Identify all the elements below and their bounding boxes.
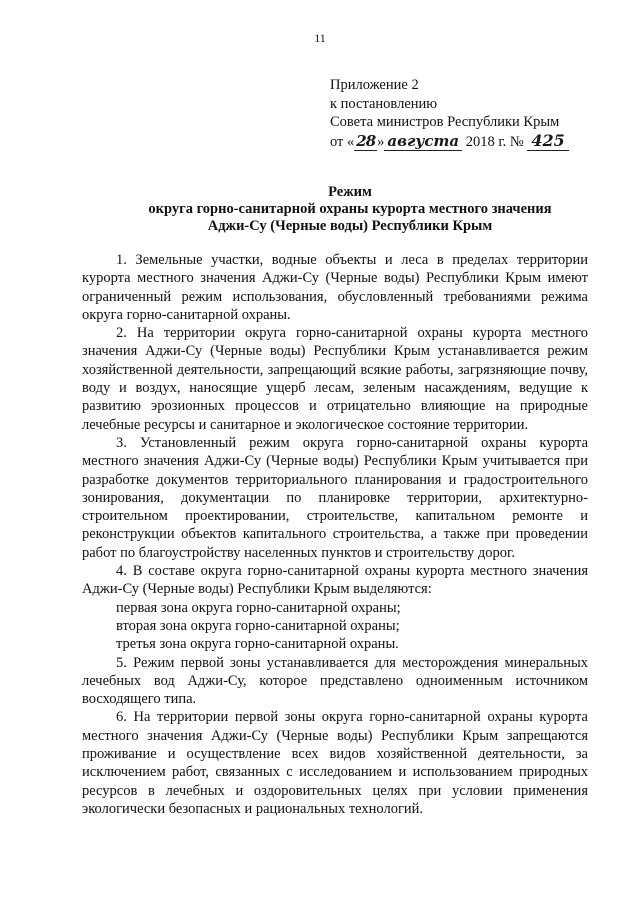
appendix-block — [330, 76, 569, 151]
zone-item-1: первая зона округа горно-санитарной охраны; — [116, 599, 401, 616]
document-body — [82, 251, 588, 818]
paragraph-4: 4. В составе округа горно-санитарной охраны курорта местного значения Аджи-Су (Черные воды) Республики Крым выделяются: — [82, 563, 588, 598]
document-title — [80, 184, 620, 235]
title-line-1: Режим — [328, 184, 372, 200]
appendix-title: Приложение 2 — [330, 77, 419, 93]
paragraph-5: 5. Режим первой зоны устанавливается для месторождения минеральных лечебных вод Аджи-Су, которое представлено одноименным источником восходящего типа. — [82, 654, 588, 708]
paragraph-6: 6. На территории первой зоны округа горно-санитарной охраны курорта местного значения Аджи-Су (Черные воды) Республики Крым запрещаются проживание и осуществление всех видов хозяйственной деятельности, за исключением работ, связанных с исследованием и использованием природных ресурсов в лечебных и оздоровительных целях при условии применения экологически безопасных и рациональных технологий. — [82, 709, 588, 817]
handwritten-month: августа — [384, 132, 462, 152]
title-line-2: округа горно-санитарной охраны курорта местного значения — [148, 201, 552, 217]
date-prefix: от « — [330, 133, 355, 150]
zone-item-2: вторая зона округа горно-санитарной охраны; — [116, 617, 400, 634]
handwritten-day: 28 — [356, 131, 376, 150]
paragraph-2: 2. На территории округа горно-санитарной охраны курорта местного значения Аджи-Су (Черные воды) Республики Крым устанавливается режим хозяйственной деятельности, запрещающий всякие работы, загрязняющие почву, воду и воздух, наносящие ущерб лесам, зеленым насаждениям, ведущие к развитию эрозионных процессов и отрицательно влияющие на природные лечебные ресурсы и санитарное и экологическое состояние территории. — [82, 325, 588, 433]
zone-item-3: третья зона округа горно-санитарной охраны. — [116, 636, 399, 653]
date-mid: » — [377, 133, 385, 150]
paragraph-1: 1. Земельные участки, водные объекты и леса в пределах территории курорта местного значения Аджи-Су (Черные воды) Республики Крым имеют ограниченный режим использования, обусловленный требованиями режима округа горно-санитарной охраны. — [82, 252, 588, 323]
appendix-reference: к постановлению — [330, 95, 438, 112]
appendix-date-line — [330, 132, 569, 152]
handwritten-number: 425 — [527, 132, 568, 152]
date-year: 2018 г. № — [465, 133, 524, 150]
appendix-issuer: Совета министров Республики Крым — [330, 114, 560, 130]
page-number: 11 — [314, 31, 326, 45]
title-line-3: Аджи-Су (Черные воды) Республики Крым — [207, 218, 493, 234]
paragraph-3: 3. Установленный режим округа горно-санитарной охраны курорта местного значения Аджи-Су (Черные воды) Республики Крым учитывается при разработке документов территориального планирования и градостроительного зонирования, документации по планировке территории, архитектурно-строительном проектировании, строительстве, капитальном ремонте и реконструкции объектов капитального строительства, а также при проведении работ по благоустройству населенных пунктов и строительству дорог. — [82, 434, 588, 561]
